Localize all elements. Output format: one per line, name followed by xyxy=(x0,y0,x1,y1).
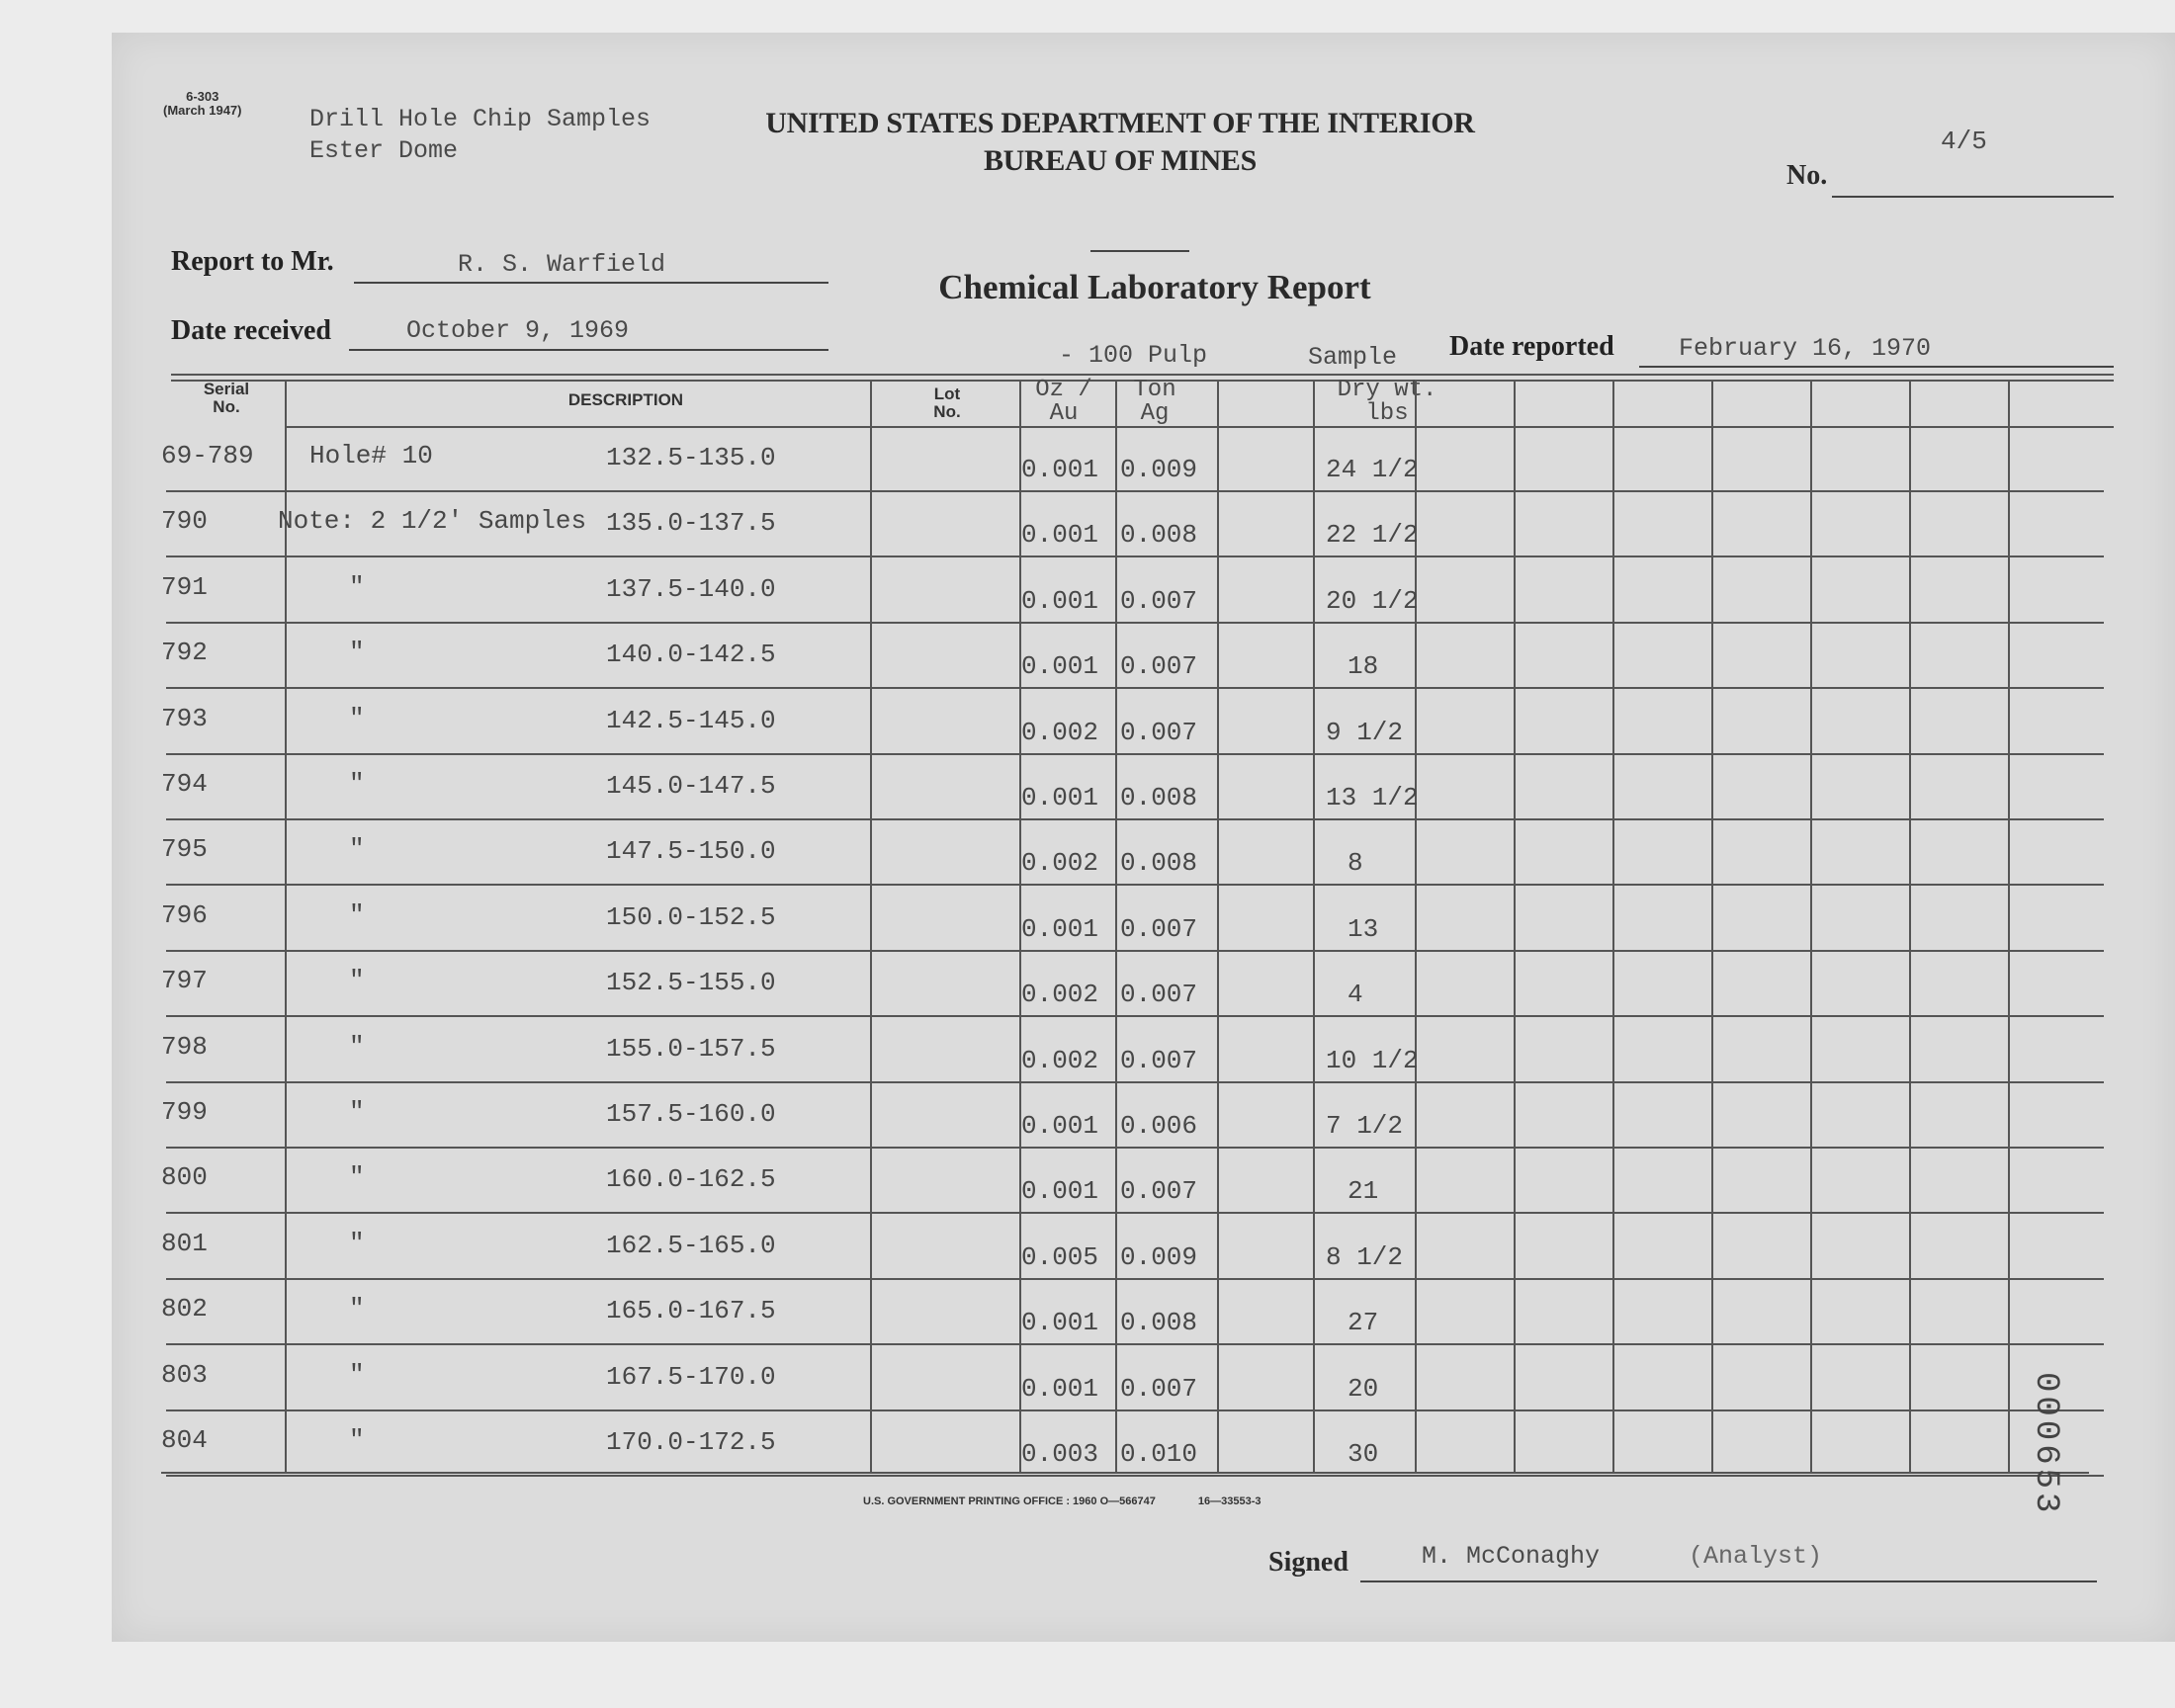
serial-cell: 793 xyxy=(161,704,208,733)
serial-cell: 801 xyxy=(161,1229,208,1258)
interval-cell: 150.0-152.5 xyxy=(606,902,776,932)
ag-cell: 0.007 xyxy=(1120,914,1198,944)
dry-weight-cell: 8 xyxy=(1348,848,1363,878)
interval-cell: 167.5-170.0 xyxy=(606,1362,776,1392)
row-rule xyxy=(166,1278,2104,1280)
serial-cell: 792 xyxy=(161,638,208,667)
ag-cell: 0.007 xyxy=(1120,718,1198,747)
au-cell: 0.001 xyxy=(1021,1374,1099,1404)
dry-weight-cell: 10 1/2 xyxy=(1326,1046,1419,1075)
col-serial-no: Serial No. xyxy=(203,380,250,416)
subject-block xyxy=(309,104,651,167)
table-bottom-rule xyxy=(161,1472,2089,1474)
printing-office-note: U.S. GOVERNMENT PRINTING OFFICE : 1960 O—566747 16—33553-3 xyxy=(863,1495,1262,1507)
report-title: Chemical Laboratory Report xyxy=(938,268,1371,306)
table-row xyxy=(112,826,2175,886)
interval-cell: 137.5-140.0 xyxy=(606,574,776,604)
signed-name: M. McConaghy xyxy=(1422,1542,1601,1571)
au-cell: 0.001 xyxy=(1021,783,1099,812)
dry-weight-cell: 13 xyxy=(1348,914,1379,944)
ag-cell: 0.007 xyxy=(1120,1176,1198,1206)
ag-cell: 0.009 xyxy=(1120,1242,1198,1272)
dry-weight-cell: 30 xyxy=(1348,1439,1379,1469)
report-sheet xyxy=(112,33,2175,1642)
signed-line xyxy=(1360,1580,2097,1582)
dry-weight-cell: 20 xyxy=(1348,1374,1379,1404)
description-cell: " xyxy=(349,1425,365,1455)
table-row xyxy=(112,893,2175,952)
ag-cell: 0.008 xyxy=(1120,783,1198,812)
col-oz-au: Oz / Au xyxy=(1035,377,1092,427)
au-cell: 0.001 xyxy=(1021,1176,1099,1206)
interval-cell: 147.5-150.0 xyxy=(606,836,776,866)
sample-note: Sample xyxy=(1308,343,1398,372)
au-cell: 0.001 xyxy=(1021,586,1099,616)
table-row xyxy=(112,564,2175,624)
form-number: 6-303 (March 1947) xyxy=(163,89,242,118)
row-rule xyxy=(166,1015,2104,1017)
interval-cell: 157.5-160.0 xyxy=(606,1099,776,1129)
table-row xyxy=(112,630,2175,689)
interval-cell: 145.0-147.5 xyxy=(606,771,776,801)
row-rule xyxy=(166,950,2104,952)
serial-cell: 802 xyxy=(161,1294,208,1324)
report-number-line xyxy=(1832,196,2114,198)
dry-weight-cell: 8 1/2 xyxy=(1326,1242,1404,1272)
description-cell: " xyxy=(349,1097,365,1127)
dry-weight-cell: 4 xyxy=(1348,980,1363,1009)
au-cell: 0.001 xyxy=(1021,455,1099,484)
ag-cell: 0.007 xyxy=(1120,1374,1198,1404)
document-stamp-number: 000653 xyxy=(2027,1372,2064,1517)
row-rule xyxy=(166,1343,2104,1345)
row-rule xyxy=(166,1147,2104,1149)
table-row xyxy=(112,498,2175,557)
row-rule xyxy=(166,1212,2104,1214)
table-row xyxy=(112,1221,2175,1280)
description-cell: " xyxy=(349,1294,365,1324)
serial-cell: 69-789 xyxy=(161,441,254,470)
interval-cell: 152.5-155.0 xyxy=(606,968,776,997)
description-cell: Hole# 10 xyxy=(309,441,433,470)
interval-cell: 142.5-145.0 xyxy=(606,706,776,735)
au-cell: 0.002 xyxy=(1021,1046,1099,1075)
dry-weight-cell: 18 xyxy=(1348,651,1379,681)
table-row xyxy=(112,1024,2175,1083)
ag-cell: 0.008 xyxy=(1120,848,1198,878)
row-rule xyxy=(166,818,2104,820)
table-top-rule-1 xyxy=(171,374,2114,376)
date-received-line xyxy=(349,349,828,351)
date-received-label: Date received xyxy=(171,315,331,346)
dry-weight-cell: 24 1/2 xyxy=(1326,455,1419,484)
date-received-value: October 9, 1969 xyxy=(406,316,630,345)
au-cell: 0.002 xyxy=(1021,848,1099,878)
table-row xyxy=(112,1286,2175,1345)
table-row xyxy=(112,696,2175,755)
title-dash xyxy=(1090,250,1189,252)
ag-cell: 0.007 xyxy=(1120,586,1198,616)
agency-heading xyxy=(744,105,1496,180)
au-cell: 0.001 xyxy=(1021,1308,1099,1337)
interval-cell: 132.5-135.0 xyxy=(606,443,776,472)
ag-cell: 0.009 xyxy=(1120,455,1198,484)
serial-cell: 790 xyxy=(161,506,208,536)
au-cell: 0.001 xyxy=(1021,914,1099,944)
description-cell: " xyxy=(349,769,365,799)
serial-cell: 800 xyxy=(161,1162,208,1192)
row-rule xyxy=(166,753,2104,755)
report-to-value: R. S. Warfield xyxy=(458,250,666,279)
row-rule xyxy=(166,1475,2104,1477)
report-to-label: Report to Mr. xyxy=(171,246,334,277)
table-row xyxy=(112,433,2175,492)
table-header-rule xyxy=(285,426,2114,428)
interval-cell: 135.0-137.5 xyxy=(606,508,776,538)
table-row xyxy=(112,958,2175,1017)
row-rule xyxy=(166,622,2104,624)
date-reported-value: February 16, 1970 xyxy=(1679,334,1932,363)
col-lot-no: Lot No. xyxy=(933,384,961,421)
description-cell: " xyxy=(349,1162,365,1192)
interval-cell: 160.0-162.5 xyxy=(606,1164,776,1194)
report-to-line xyxy=(354,282,828,284)
ag-cell: 0.007 xyxy=(1120,1046,1198,1075)
serial-cell: 794 xyxy=(161,769,208,799)
ag-cell: 0.010 xyxy=(1120,1439,1198,1469)
col-description: DESCRIPTION xyxy=(567,390,684,409)
table-row xyxy=(112,761,2175,820)
interval-cell: 165.0-167.5 xyxy=(606,1296,776,1325)
row-rule xyxy=(166,1409,2104,1411)
row-rule xyxy=(166,884,2104,886)
signed-role: (Analyst) xyxy=(1689,1542,1823,1571)
row-rule xyxy=(166,490,2104,492)
description-cell: " xyxy=(349,704,365,733)
report-number-value: 4/5 xyxy=(1941,127,1987,156)
row-rule xyxy=(166,687,2104,689)
date-reported-label: Date reported xyxy=(1449,331,1614,362)
interval-cell: 170.0-172.5 xyxy=(606,1427,776,1457)
table-row xyxy=(112,1154,2175,1214)
serial-cell: 791 xyxy=(161,572,208,602)
dry-weight-cell: 20 1/2 xyxy=(1326,586,1419,616)
description-cell: " xyxy=(349,572,365,602)
interval-cell: 140.0-142.5 xyxy=(606,640,776,669)
interval-cell: 155.0-157.5 xyxy=(606,1034,776,1064)
description-cell: " xyxy=(349,966,365,995)
ag-cell: 0.007 xyxy=(1120,651,1198,681)
dry-weight-cell: 27 xyxy=(1348,1308,1379,1337)
ag-cell: 0.008 xyxy=(1120,520,1198,550)
interval-cell: 162.5-165.0 xyxy=(606,1231,776,1260)
col-dry-wt: Dry wt. lbs xyxy=(1337,377,1437,427)
description-cell: " xyxy=(349,1032,365,1062)
description-cell: " xyxy=(349,900,365,930)
au-cell: 0.003 xyxy=(1021,1439,1099,1469)
description-cell: " xyxy=(349,1229,365,1258)
serial-cell: 803 xyxy=(161,1360,208,1390)
ag-cell: 0.006 xyxy=(1120,1111,1198,1141)
dry-weight-cell: 9 1/2 xyxy=(1326,718,1404,747)
table-row xyxy=(112,1352,2175,1411)
au-cell: 0.001 xyxy=(1021,1111,1099,1141)
report-number-label: No. xyxy=(1786,160,1828,191)
ag-cell: 0.007 xyxy=(1120,980,1198,1009)
au-cell: 0.005 xyxy=(1021,1242,1099,1272)
description-cell: Note: 2 1/2' Samples xyxy=(278,506,587,536)
dry-weight-cell: 7 1/2 xyxy=(1326,1111,1404,1141)
table-row xyxy=(112,1417,2175,1477)
pulp-note: - 100 Pulp xyxy=(1059,341,1208,370)
dry-weight-cell: 13 1/2 xyxy=(1326,783,1419,812)
row-rule xyxy=(166,1081,2104,1083)
department-name: UNITED STATES DEPARTMENT OF THE INTERIOR xyxy=(765,107,1475,139)
row-rule xyxy=(166,555,2104,557)
col-ton-ag: Ton Ag xyxy=(1133,377,1176,427)
serial-cell: 804 xyxy=(161,1425,208,1455)
au-cell: 0.001 xyxy=(1021,651,1099,681)
description-cell: " xyxy=(349,834,365,864)
dry-weight-cell: 21 xyxy=(1348,1176,1379,1206)
serial-cell: 798 xyxy=(161,1032,208,1062)
serial-cell: 799 xyxy=(161,1097,208,1127)
bureau-name: BUREAU OF MINES xyxy=(983,144,1258,177)
subject-line-1: Drill Hole Chip Samples xyxy=(309,105,652,133)
date-reported-line xyxy=(1639,366,2114,368)
description-cell: " xyxy=(349,638,365,667)
subject-line-2: Ester Dome xyxy=(309,136,459,165)
serial-cell: 796 xyxy=(161,900,208,930)
serial-cell: 795 xyxy=(161,834,208,864)
table-row xyxy=(112,1089,2175,1149)
description-cell: " xyxy=(349,1360,365,1390)
au-cell: 0.002 xyxy=(1021,718,1099,747)
dry-weight-cell: 22 1/2 xyxy=(1326,520,1419,550)
au-cell: 0.001 xyxy=(1021,520,1099,550)
serial-cell: 797 xyxy=(161,966,208,995)
au-cell: 0.002 xyxy=(1021,980,1099,1009)
ag-cell: 0.008 xyxy=(1120,1308,1198,1337)
signed-label: Signed xyxy=(1268,1547,1348,1578)
